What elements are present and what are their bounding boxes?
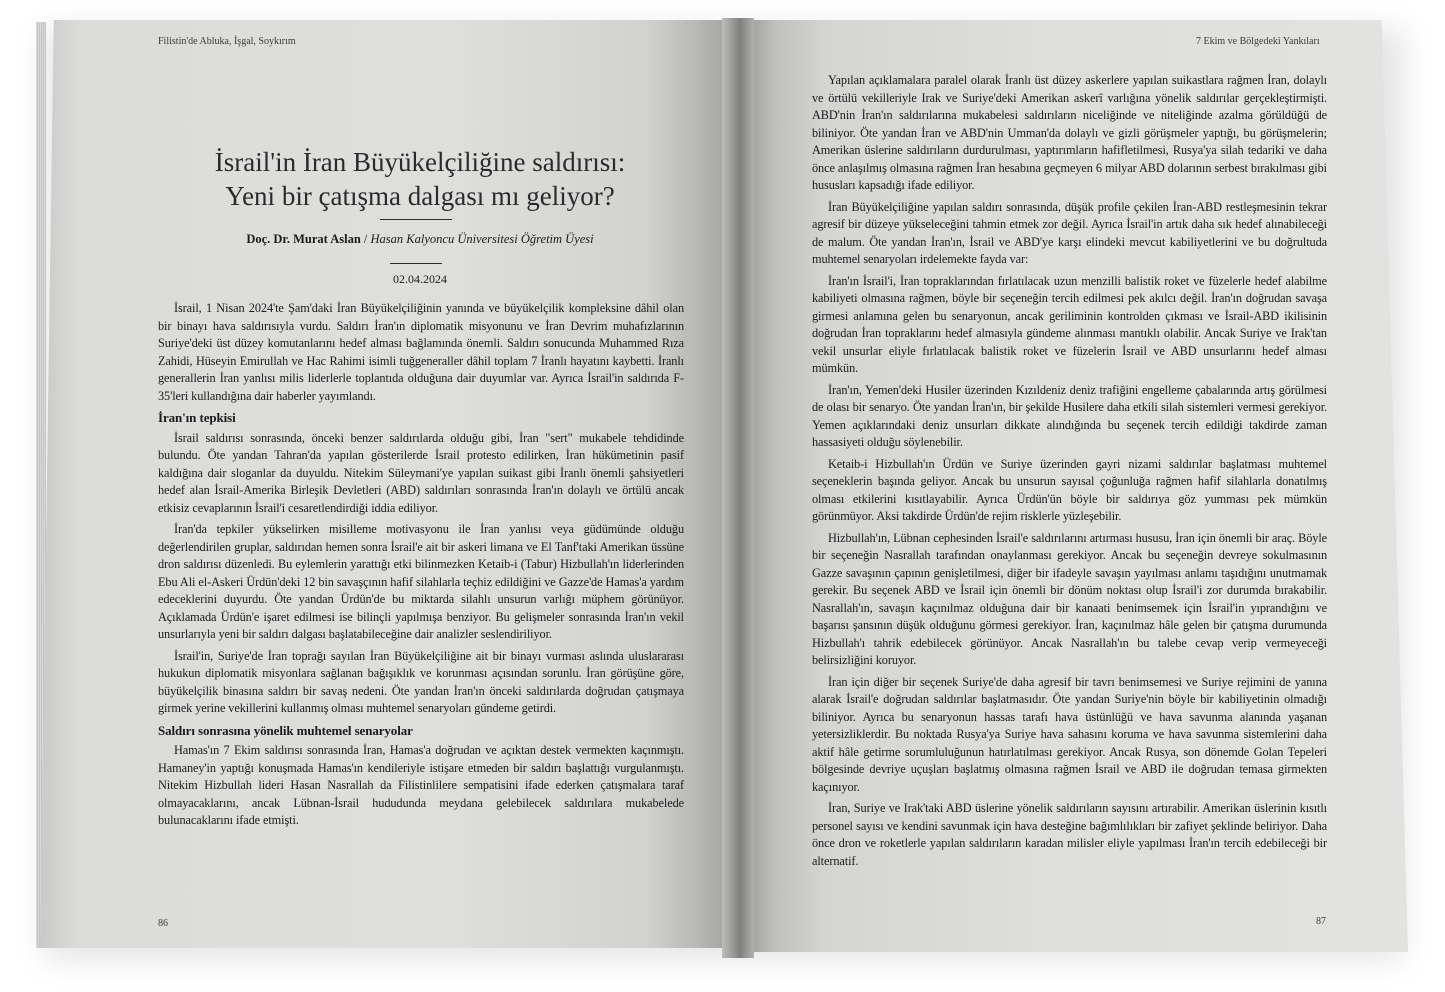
right-body — [812, 72, 1327, 874]
left-page-number: 86 — [158, 918, 168, 929]
article-title — [150, 145, 690, 213]
right-paragraph-4: İran'ın, Yemen'deki Husiler üzerinden Kızıldeniz deniz trafiğini engelleme çabalarında artış görülmesi de olası bir senaryo. Öte yandan İran'ın, bir şekilde Husilere daha etkili silah sistemleri vermesi gerekiyor. Yemen açıklarındaki deniz unsurları dikkate alındığında bu seçenek tercih edildiği takdirde zaman hassasiyeti olduğu söylenebilir. — [812, 382, 1327, 449]
author-name: Doç. Dr. Murat Aslan — [246, 232, 361, 246]
book-gutter — [722, 18, 754, 958]
right-running-head: 7 Ekim ve Bölgedeki Yankıları — [1196, 36, 1320, 47]
right-paragraph-7: İran için diğer bir seçenek Suriye'de daha agresif bir tavrı benimsemesi ve Suriye rejimini de yanına alarak İsrail'e doğrudan saldırılar başlatmasıdır. Öte yandan Suriye'nin böyle bir kabiliyetinin olmadığı biliniyor. Ayrıca bu senaryonun hassas tarafı hava üstünlüğü ve hava savunma alanında yaşanan yetersizliklerdir. Bu noktada Rusya'ya Suriye hava sahasını koruma ve hava savunma sistemlerini daha aktif hâle getirme sorumluluğunun hatırlatılması gerekiyor. Ancak Rusya, son dönemde Golan Tepeleri bölgesinde devriye uçuşları başlatmış olmasına rağmen İsrail ve ABD ile doğrudan temasa girmekten kaçınıyor. — [812, 674, 1327, 794]
author-rule — [390, 263, 442, 264]
left-paragraph-3: İran'da tepkiler yükselirken misilleme motivasyonu ile İran yanlısı veya güdümünde olduğu değerlendirilen gruplar, saldırıdan hemen sonra İsrail'e ait bir askeri limana ve El Tanf'taki Amerikan üssüne dron saldırısı düzenledi. Bu eylemlerin yarattığı etki bilinmezken Ketaib-i (Tabur) Hizbullah'ın liderlerinden Ebu Ali el-Askeri Ürdün'deki 12 bin savaşçının hafif silahlarla teçhiz edildiğini ve Gazze'de Hamas'a yardım edeceklerini duyurdu. Öte yandan Ürdün'de bu miktarda silahlı unsurun varlığı müphem görünüyor. Açıklamada Ürdün'e işaret edilmesi ise bilinçli yapılmışa benziyor. Bu gelişmeler sonrasında İran'ın vekil unsurlarıyla yeni bir saldırı dalgası başlatabileceğine dair analizler seslendiriliyor. — [158, 522, 684, 641]
author-line — [150, 232, 690, 247]
right-paragraph-2: İran Büyükelçiliğine yapılan saldırı sonrasında, düşük profile çekilen İran-ABD restleşmesinin tekrar agresif bir düzeye yükseleceğini tahmin etmek zor değil. Ayrıca İsrail'in artık daha sık hedef alınabileceği de malum. Öte yandan İran'ın, İsrail ve ABD'ye karşı elindeki mevcut kabiliyetlerini ve bu doğrultuda muhtemel senaryoları irdelemekte fayda var: — [812, 199, 1327, 266]
author-affiliation: Hasan Kalyoncu Üniversitesi Öğretim Üyesi — [370, 232, 594, 246]
article-date: 02.04.2024 — [393, 272, 447, 286]
right-paragraph-3: İran'ın İsrail'i, İran topraklarından fırlatılacak uzun menzilli balistik roket ve füzelerle hedef alabilme kabiliyeti olmasına rağmen, böyle bir seçeneğin tercih edilmesi pek akılcı değil. İran'ın doğrudan savaşa girmesi anlamına gelen bu senaryonun, ancak geriliminin kontrolden çıkması ve İsrail-ABD ikilisinin doğrudan İran topraklarını hedef almasıyla gündeme alınması mantıklı olabilir. Ancak Suriye ve Irak'tan vekil unsurlar eliyle fırlatılacak balistik roket ve füzelerin İsrail ve ABD unsurlarını hedef alması mümkün. — [812, 273, 1327, 375]
right-page-number: 87 — [1316, 916, 1326, 927]
left-paragraph-2: İsrail saldırısı sonrasında, önceki benzer saldırılarda olduğu gibi, İran "sert" mukabele tehdidinde bulundu. Öte yandan Tahran'da yapılan gösterilerde İsrail protesto edilirken, İran hükümetinin pasif kaldığına dair sloganlar da duyuldu. Nitekim Süleymani'ye yapılan suikast gibi İranlı önemli şahsiyetleri hedef alan İsrail-Amerika Birleşik Devletleri (ABD) saldırıları sonrasında İran'ın dolaylı ve örtülü ancak etkisiz cevaplarının İsrail'i cesaretlendirdiği iddia ediliyor. — [158, 430, 684, 515]
left-paragraph-4: İsrail'in, Suriye'de İran toprağı sayılan İran Büyükelçiliğine ait bir binayı vurması aslında uluslararası hukukun diplomatik misyonlara sağlanan bağışıklık ve korunması açısından sorunlu. İran görüşüne göre, büyükelçilik binasına saldırı bir savaş nedeni. Öte yandan İran'ın önceki saldırılarda doğrudan çatışmaya girmek yerine vekillerini kullanmış olması muhtemel senaryoları gündeme getirdi. — [158, 648, 684, 715]
left-body — [158, 300, 684, 834]
title-rule — [380, 219, 452, 220]
section-heading-iran-reaction: İran'ın tepkisi — [158, 410, 236, 425]
right-paragraph-5: Ketaib-i Hizbullah'ın Ürdün ve Suriye üzerinden gayri nizami saldırılar başlatması muhtemel seçeneklerin başında geliyor. Ancak bu unsurun sayısal çoğunluğa rağmen hafif silahlarla donatılmış olması etkilerini kısıtlayabilir. Ayrıca Ürdün'ün böyle bir saldırıya göz yumması pek mümkün görünmüyor. Aksi takdirde Ürdün'de rejim risklerle yüzleşebilir. — [812, 456, 1327, 523]
right-paragraph-8: İran, Suriye ve Irak'taki ABD üslerine yönelik saldırıların sayısını artırabilir. Amerikan üslerinin kısıtlı personel sayısı ve kendini savunmak için hava desteğine bağımlılıkları bir zafiyet şeklinde beliriyor. Daha önce dron ve roketlerle yapılan saldırıların karadan milisler eliyle yapılması İran'ın tercih edebileceği bir alternatif. — [812, 801, 1327, 868]
left-running-head: Filistin'de Abluka, İşgal, Soykırım — [158, 36, 296, 47]
section-heading-scenarios: Saldırı sonrasına yönelik muhtemel senaryolar — [158, 722, 413, 738]
title-line-2: Yeni bir çatışma dalgası mı geliyor? — [225, 181, 615, 211]
title-line-1: İsrail'in İran Büyükelçiliğine saldırısı: — [214, 147, 626, 177]
left-paragraph-5: Hamas'ın 7 Ekim saldırısı sonrasında İran, Hamas'a doğrudan ve açıktan destek vermekten kaçınmıştı. Hamaney'in yaptığı konuşmada Hamas'ın kendileriyle istişare etmeden bir saldırı başlattığı vurgulanmıştı. Nitekim Hizbullah lideri Hasan Nasrallah da Filistinlilere sempatisini ifade ederken çatışmalara taraf olmayacaklarını, ancak Lübnan-İsrail hududunda meydana gelebilecek saldırılara mukabelede bulunacaklarını ifade etmişti. — [158, 743, 684, 827]
right-paragraph-1: Yapılan açıklamalara paralel olarak İranlı üst düzey askerlere yapılan suikastlara rağmen İran, dolaylı ve örtülü vekilleriyle Irak ve Suriye'deki Amerikan askerî varlığına yönelik saldırılar gerçekleştirmişti. ABD'nin İran'ın saldırılarına mukabelesi saldırıların niceliğinde ve niteliğinde azalma görüldüğü de biliniyor. Öte yandan İran ve ABD'nin Umman'da dolaylı ve gizli görüşmeler yaptığı, bu görüşmelerin; Amerikan üslerine saldırıların durdurulması, yaptırımların hafifletilmesi, Rusya'ya silah tedariki ve daha önce anlaşılmış olmasına rağmen İran hesabına geçmeyen 6 milyar ABD dolarının serbest bırakılması gibi hususları kapsadığı ifade ediliyor. — [812, 73, 1327, 192]
right-paragraph-6: Hizbullah'ın, Lübnan cephesinden İsrail'e saldırılarını artırması hususu, İran için önemli bir araç. Böyle bir seçeneğin Nasrallah tarafından onaylanması gerekiyor. Ancak bu seçeneğin devreye sokulmasının Gazze savaşının çapının genişletilmesi, diğer bir ifadeyle savaşın yayılması anlamı taşıdığını unutmamak gerekir. Bu seçenek ABD ve İsrail için önemli bir dönüm noktası olup İsrail'i zor durumda bırakabilir. Nasrallah'ın, savaşın kaçınılmaz olduğuna dair bir kanaati benimsemek için İsrail'in yıprandığını ve başarısı şansının düşük olduğunu görmesi gerekiyor. İran, kaçınılmaz hâle gelen bir çatışma durumunda Hizbullah'ı tahrik edebilecek görünüyor. Ancak Nasrallah'ın bu talebe cevap verip vermeyeceği belirsizliğini koruyor. — [812, 530, 1327, 667]
left-paragraph-1: İsrail, 1 Nisan 2024'te Şam'daki İran Büyükelçiliğinin yanında ve büyükelçilik kompleksine dâhil olan bir binayı hava saldırısıyla vurdu. Saldırı İran'ın diplomatik misyonunu ve İran Devrim muhafızlarının Suriye'deki üst düzey komutanlarını hedef alması bağlamında önemli. Saldırı sonucunda Muhammed Rıza Zahidi, Hüseyin Emirullah ve Hac Rahimi isimli tuğgeneraller dâhil toplam 7 İranlı hayatını kaybetti. İranlı generallerin İran yanlısı milis liderlerle toplantıda olduğuna dair duyumlar var. Ayrıca İsrail'in saldırıda F-35'leri kullandığına dair haberler yayımlandı. — [158, 301, 684, 403]
author-separator: / — [360, 232, 371, 246]
